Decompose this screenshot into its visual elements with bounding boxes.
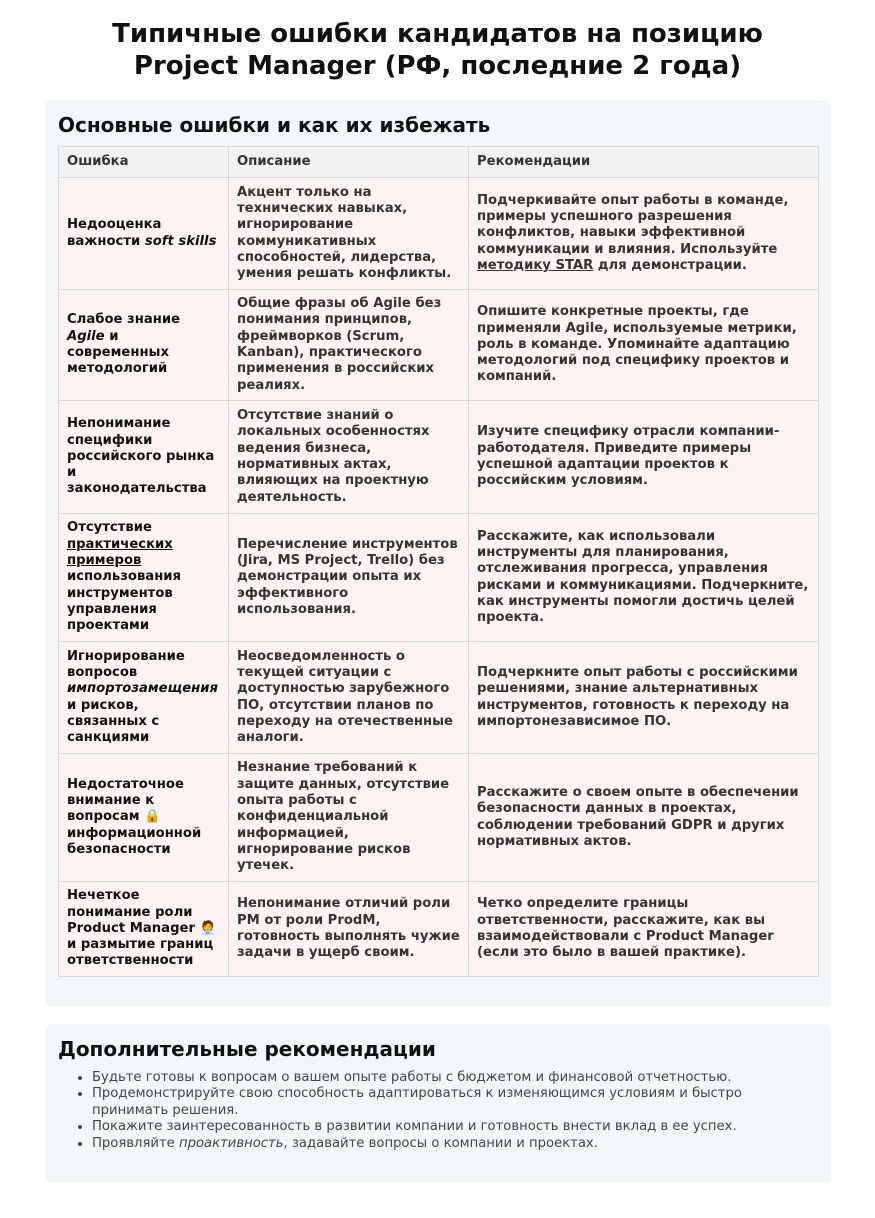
recommendation-cell: Расскажите о своем опыте в обеспечении безопасности данных в проектах, соблюдении требований GDPR и других нормативных актов. (469, 754, 819, 882)
table-row (59, 754, 819, 882)
list-item: • Будьте готовы к вопросам о вашем опыте работы с бюджетом и финансовой отчетностью. (92, 1070, 818, 1086)
star-method-link[interactable]: методику STAR (477, 257, 594, 273)
error-cell: Игнорирование вопросов импортозамещения и рисков, связанных с санкциями (59, 642, 229, 754)
table-row (59, 514, 819, 642)
description-cell: Общие фразы об Agile без понимания принципов, фреймворков (Scrum, Kanban), практического применения в российских реалиях. (229, 290, 469, 401)
error-cell: Отсутствие практических примеров использования инструментов управления проектами (59, 514, 229, 642)
recommendation-cell: Подчеркивайте опыт работы в команде, примеры успешного разрешения конфликтов, навыки эффективной коммуникации и влияния. Используйте методику STAR для демонстрации. (469, 178, 819, 290)
table-row (59, 178, 819, 290)
column-header-error: Ошибка (59, 147, 229, 178)
extra-recommendations-list (58, 1070, 818, 1152)
description-cell: Незнание требований к защите данных, отсутствие опыта работы с конфиденциальной информацией, игнорирование рисков утечек. (229, 754, 469, 882)
recommendation-cell: Четко определите границы ответственности, расскажите, как вы взаимодействовали с Product Manager (если это было в вашей практике). (469, 882, 819, 977)
list-item: • Проявляйте проактивность, задавайте вопросы о компании и проектах. (92, 1136, 818, 1152)
title-line-2: Project Manager (РФ, последние 2 года) (133, 51, 742, 81)
error-cell: Нечеткое понимание роли Product Manager 🧑‍💼 и размытие границ ответственности (59, 882, 229, 977)
list-item: • Покажите заинтересованность в развитии компании и готовность внести вклад в ее успех. (92, 1119, 818, 1135)
recommendation-cell: Расскажите, как использовали инструменты для планирования, отслеживания прогресса, управления рисками и коммуникациями. Подчеркните, как инструменты помогли достичь целей проекта. (469, 514, 819, 642)
errors-table (58, 146, 819, 977)
table-row (59, 882, 819, 977)
table-row (59, 290, 819, 401)
description-cell: Акцент только на технических навыках, игнорирование коммуникативных способностей, лидерства, умения решать конфликты. (229, 178, 469, 290)
main-errors-card (45, 100, 831, 1007)
column-header-recommendations: Рекомендации (469, 147, 819, 178)
table-header-row (59, 147, 819, 178)
section-title-main: Основные ошибки и как их избежать (58, 113, 491, 137)
description-cell: Перечисление инструментов (Jira, MS Project, Trello) без демонстрации опыта их эффективного использования. (229, 514, 469, 642)
recommendation-cell: Изучите специфику отрасли компании-работодателя. Приведите примеры успешной адаптации проектов к российским условиям. (469, 401, 819, 514)
section-title-extra: Дополнительные рекомендации (58, 1037, 436, 1061)
table-row (59, 642, 819, 754)
error-cell: Недостаточное внимание к вопросам 🔒 информационной безопасности (59, 754, 229, 882)
error-cell: Непонимание специфики российского рынка и законодательства (59, 401, 229, 514)
recommendation-cell: Опишите конкретные проекты, где применяли Agile, используемые метрики, роль в команде. Упоминайте адаптацию методологий под специфику проектов и компаний. (469, 290, 819, 401)
column-header-description: Описание (229, 147, 469, 178)
page-title (30, 18, 845, 82)
title-line-1: Типичные ошибки кандидатов на позицию (112, 19, 763, 49)
description-cell: Неосведомленность о текущей ситуации с доступностью зарубежного ПО, отсутствии планов по переходу на отечественные аналоги. (229, 642, 469, 754)
extra-recommendations-card (45, 1024, 831, 1183)
error-cell: Недооценка важности soft skills (59, 178, 229, 290)
list-item: • Продемонстрируйте свою способность адаптироваться к изменяющимся условиям и быстро принимать решения. (92, 1086, 818, 1119)
description-cell: Непонимание отличий роли PM от роли ProdM, готовность выполнять чужие задачи в ущерб своим. (229, 882, 469, 977)
error-cell: Слабое знание Agile и современных методологий (59, 290, 229, 401)
recommendation-cell: Подчеркните опыт работы с российскими решениями, знание альтернативных инструментов, готовность к переходу на импортонезависимое ПО. (469, 642, 819, 754)
table-row (59, 401, 819, 514)
description-cell: Отсутствие знаний о локальных особенностях ведения бизнеса, нормативных актах, влияющих на проектную деятельность. (229, 401, 469, 514)
